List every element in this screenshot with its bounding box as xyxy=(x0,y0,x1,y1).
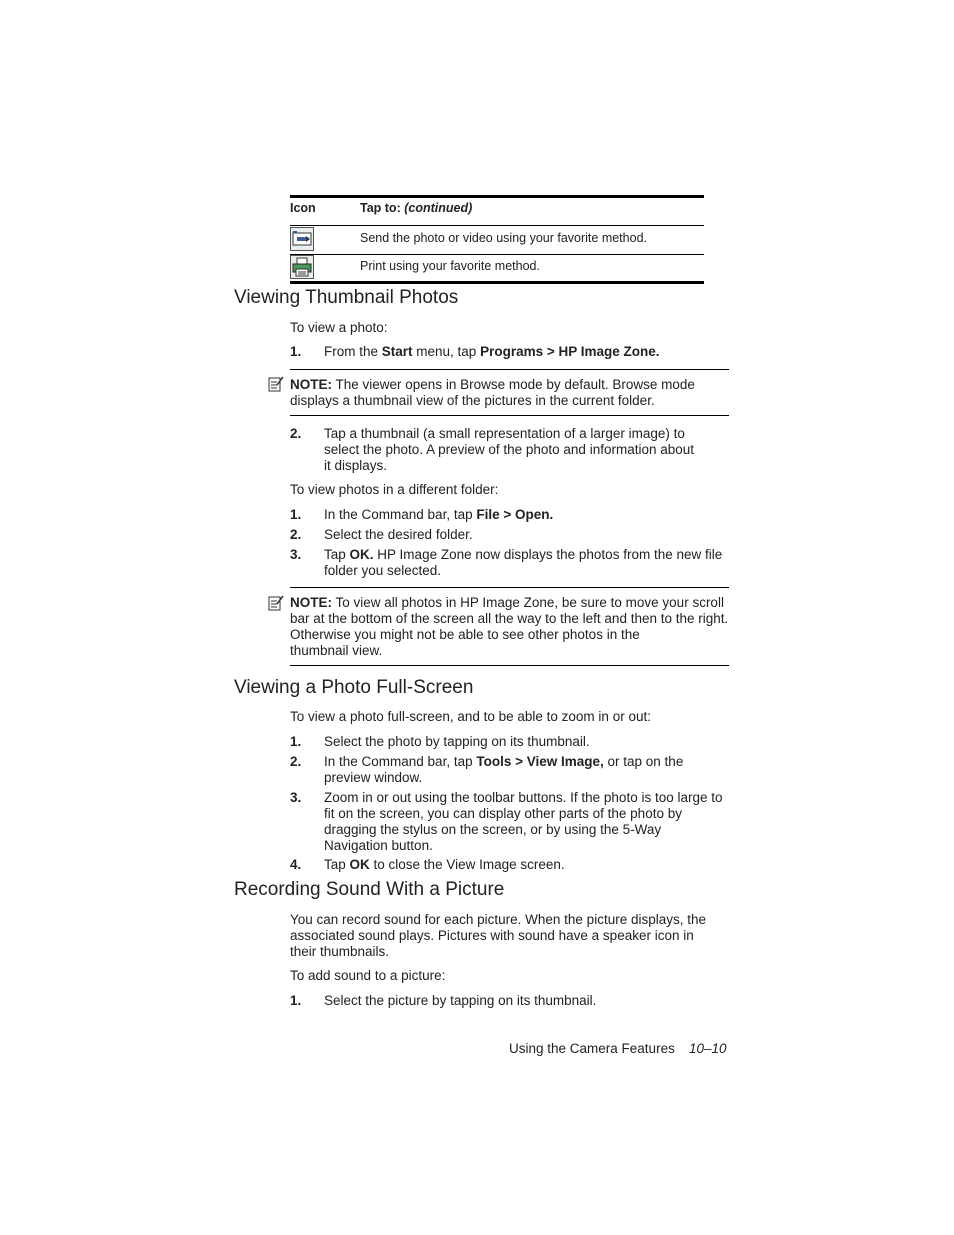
table-header-icon: Icon xyxy=(290,201,316,215)
text-run: The viewer opens in Browse mode by default. Browse mode xyxy=(332,377,695,392)
step-text xyxy=(324,426,729,474)
step-text xyxy=(324,790,729,854)
text-run: Tap xyxy=(324,857,350,872)
text-run: Otherwise you might not be able to see other photos in the xyxy=(290,627,640,642)
step-number: 3. xyxy=(290,547,302,562)
text-run: their thumbnails. xyxy=(290,944,390,959)
print-icon xyxy=(290,255,314,279)
section-heading-fullscreen: Viewing a Photo Full-Screen xyxy=(234,677,474,698)
text-bold: Start xyxy=(381,344,413,359)
text-run: associated sound plays. Pictures with sound have a speaker icon in xyxy=(290,928,694,943)
text-run: Navigation button. xyxy=(324,838,433,853)
table-row-rule xyxy=(290,254,704,255)
footer-page-number: 10–10 xyxy=(689,1041,727,1056)
note2-top-rule xyxy=(290,587,729,588)
section3-paragraph xyxy=(290,912,735,960)
text-run: select the photo. A preview of the photo and information about xyxy=(324,442,695,457)
table-top-rule xyxy=(290,195,704,198)
step-number: 3. xyxy=(290,790,302,805)
send-icon xyxy=(290,227,314,251)
note-label: NOTE: xyxy=(290,377,332,392)
step-number: 2. xyxy=(290,527,302,542)
step-number: 4. xyxy=(290,857,302,872)
step-text xyxy=(324,507,729,523)
table-row-print-text: Print using your favorite method. xyxy=(360,259,540,273)
text-run: Tap xyxy=(324,547,350,562)
text-bold: OK xyxy=(349,857,370,872)
section-heading-sound: Recording Sound With a Picture xyxy=(234,879,505,900)
note-icon xyxy=(268,376,284,392)
step-text xyxy=(324,547,729,579)
text-run: Zoom in or out using the toolbar buttons. If the photo is too large to xyxy=(324,790,723,805)
text-run: displays a thumbnail view of the pictures in the current folder. xyxy=(290,393,655,408)
section-heading-thumbnail: Viewing Thumbnail Photos xyxy=(234,287,459,308)
step-number: 2. xyxy=(290,754,302,769)
table-header-tap xyxy=(360,201,472,215)
step-number: 1. xyxy=(290,993,302,1008)
section1-intro: To view a photo: xyxy=(290,320,388,335)
text-run: to close the View Image screen. xyxy=(369,857,565,872)
note-bottom-rule xyxy=(290,415,729,416)
step-text: Select the photo by tapping on its thumbnail. xyxy=(324,734,590,749)
step-text: Select the desired folder. xyxy=(324,527,473,542)
section1-intro2: To view photos in a different folder: xyxy=(290,482,499,497)
note-top-rule xyxy=(290,369,729,370)
text-run: folder you selected. xyxy=(324,563,442,578)
table-bottom-rule xyxy=(290,281,704,284)
step-text: Select the picture by tapping on its thumbnail. xyxy=(324,993,597,1008)
section3-intro: To add sound to a picture: xyxy=(290,968,446,983)
text-bold: Programs > HP Image Zone. xyxy=(480,344,660,359)
step-number: 1. xyxy=(290,507,302,522)
note-label: NOTE: xyxy=(290,595,332,610)
text-run: HP Image Zone now displays the photos from the new file xyxy=(373,547,723,562)
text-run: thumbnail view. xyxy=(290,643,383,658)
text-run: it displays. xyxy=(324,458,388,473)
step-text xyxy=(324,344,729,360)
text-run: In the Command bar, tap xyxy=(324,507,477,522)
text-bold: OK. xyxy=(349,547,374,562)
step-text xyxy=(324,754,729,786)
text-run: preview window. xyxy=(324,770,423,785)
note2-bottom-rule xyxy=(290,665,729,666)
table-header-continued: (continued) xyxy=(404,201,473,215)
text-run: menu, tap xyxy=(412,344,481,359)
table-header-tap-label: Tap to: xyxy=(360,201,401,215)
table-row-send-text: Send the photo or video using your favorite method. xyxy=(360,231,647,245)
text-run: dragging the stylus on the screen, or by using the 5-Way xyxy=(324,822,662,837)
note-icon xyxy=(268,595,284,611)
text-bold: Tools > View Image, xyxy=(476,754,604,769)
table-header-rule xyxy=(290,225,704,226)
step-text xyxy=(324,857,729,873)
text-bold: File > Open. xyxy=(476,507,554,522)
text-run: From the xyxy=(324,344,382,359)
section2-intro: To view a photo full-screen, and to be able to zoom in or out: xyxy=(290,709,651,724)
step-number: 2. xyxy=(290,426,302,441)
note-text xyxy=(290,377,730,409)
step-number: 1. xyxy=(290,734,302,749)
footer-chapter: Using the Camera Features xyxy=(509,1041,675,1056)
step-number: 1. xyxy=(290,344,302,359)
text-run: bar at the bottom of the screen all the way to the left and then to the right. xyxy=(290,611,729,626)
note2-text xyxy=(290,595,735,659)
text-run: To view all photos in HP Image Zone, be sure to move your scroll xyxy=(332,595,724,610)
text-run: You can record sound for each picture. When the picture displays, the xyxy=(290,912,706,927)
text-run: In the Command bar, tap xyxy=(324,754,477,769)
text-run: fit on the screen, you can display other parts of the photo by xyxy=(324,806,682,821)
text-run: or tap on the xyxy=(603,754,684,769)
text-run: Tap a thumbnail (a small representation of a larger image) to xyxy=(324,426,685,441)
